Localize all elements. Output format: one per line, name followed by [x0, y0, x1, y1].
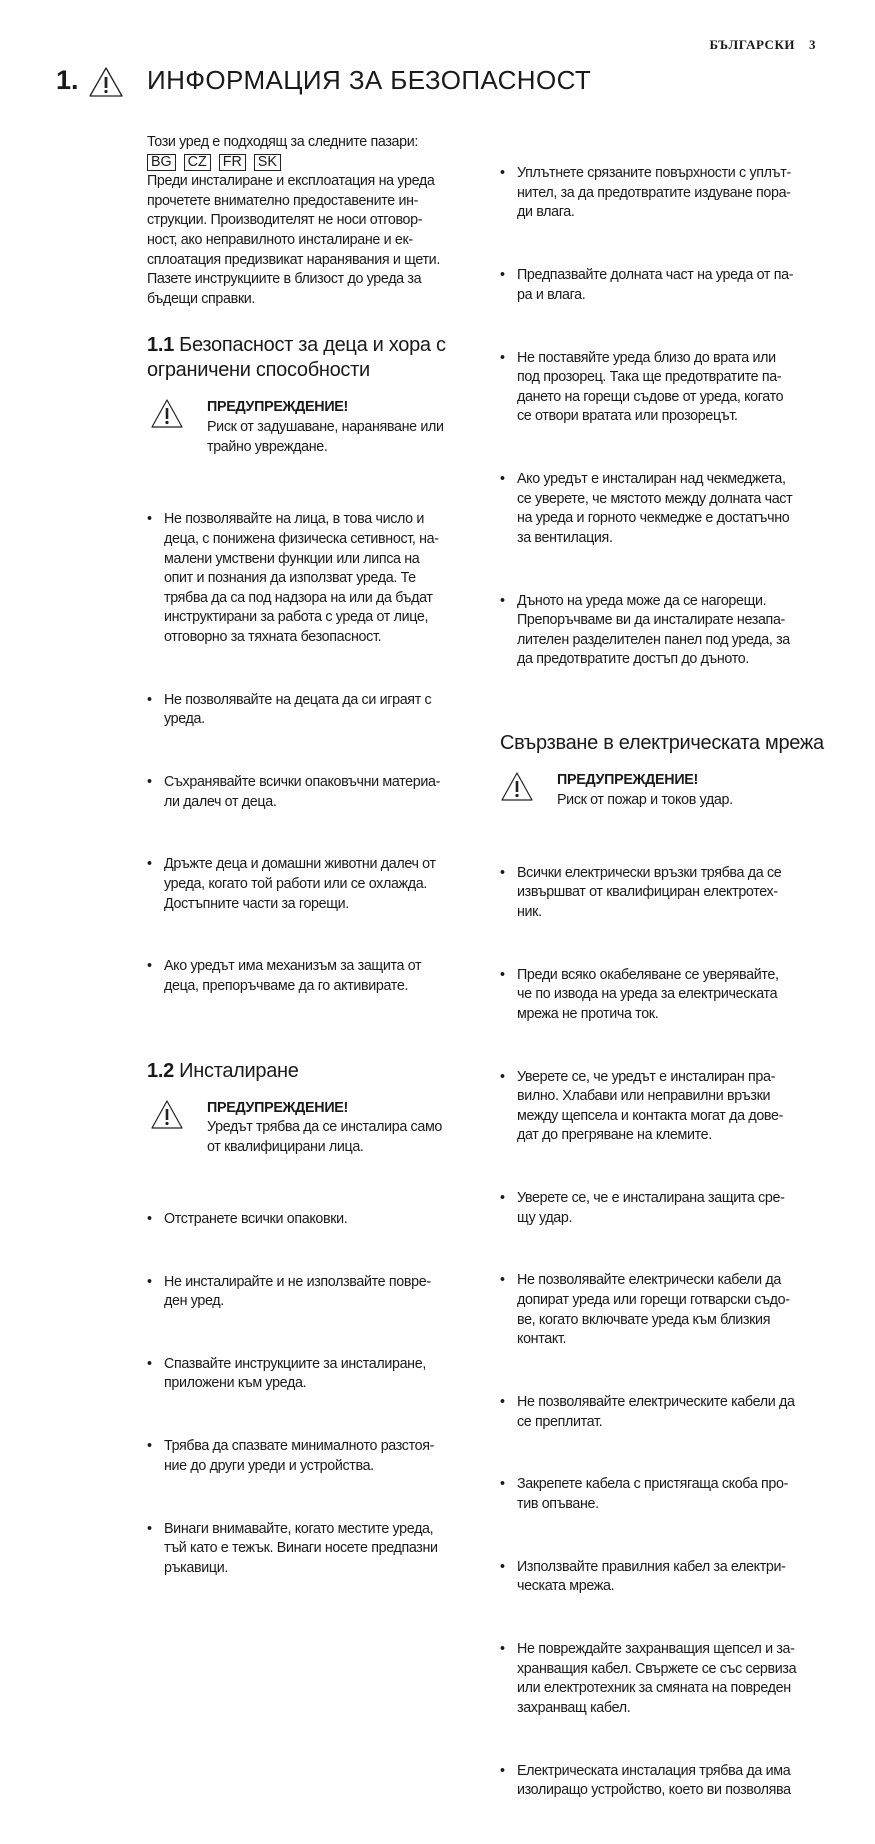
section-number: 1.1 — [147, 334, 174, 357]
bullet-list — [147, 471, 482, 1040]
bullet-icon: • — [500, 966, 505, 983]
list-item-text: Винаги внимавайте, когато местите уреда, тъй като е тежък. Винаги носете предпазни ръкавици. — [164, 1520, 438, 1576]
list-item — [147, 957, 482, 996]
bullet-icon: • — [500, 1394, 505, 1411]
section-heading-1-1 — [147, 333, 482, 383]
list-item-text: Дръжте деца и домашни животни далеч от уреда, когато той работи или се охлажда. Достъпните части за горещи. — [164, 856, 436, 912]
list-item-text: Уверете се, че уредът е инсталиран пра- вилно. Хлабави или неправилни връзки между щепсела и контакта могат да дове- дат до прегряване на клемите. — [517, 1068, 784, 1144]
bullet-icon: • — [147, 1520, 152, 1537]
list-item — [500, 966, 850, 1025]
warning-box — [150, 1099, 482, 1158]
list-item — [500, 1189, 850, 1228]
bullet-icon: • — [500, 1762, 505, 1779]
intro-markets-text: Този уред е подходящ за следните пазари: — [147, 134, 418, 150]
warning-triangle-icon — [150, 1099, 207, 1133]
section-title: Инсталиране — [179, 1059, 299, 1082]
bullet-icon: • — [500, 349, 505, 366]
bullet-icon: • — [147, 1355, 152, 1372]
list-item — [147, 1210, 482, 1230]
list-item-text: Ако уредът има механизъм за защита от деца, препоръчваме да го активирате. — [164, 958, 422, 994]
list-item — [500, 349, 850, 427]
bullet-icon: • — [147, 691, 152, 708]
list-item — [500, 164, 850, 223]
list-item-text: Не позволявайте на децата да си играят с уреда. — [164, 691, 432, 728]
list-item — [147, 1520, 482, 1579]
list-item — [147, 1355, 482, 1394]
warning-title: ПРЕДУПРЕЖДЕНИЕ! — [207, 1099, 348, 1116]
bullet-icon: • — [500, 1272, 505, 1289]
bullet-icon: • — [500, 267, 505, 284]
list-item-text: Предпазвайте долната част на уреда от па- ра и влага. — [517, 267, 794, 303]
list-item-text: Не повреждайте захранващия щепсел и за- хранващия кабел. Свържете се със сервиза или електротехник за смяната на повреден захранващ кабел. — [517, 1641, 797, 1716]
bullet-icon: • — [500, 165, 505, 182]
list-item — [500, 864, 850, 923]
list-item — [147, 1273, 482, 1312]
list-item-text: Всички електрически връзки трябва да се извършват от квалифициран електротех- ник. — [517, 864, 782, 920]
bullet-icon: • — [500, 1641, 505, 1658]
list-item-text: Не позволявайте на лица, в това число и деца, с понижена физическа сетивност, на- малени умствени функции или липса на опит и познания да използват уреда. Те трябва да са под надзора на или да бъдат инструктирани за работа с уреда от лице, отговорно за тяхната безопасност. — [164, 511, 439, 645]
section-heading-electric: Свързване в електрическата мрежа — [500, 732, 824, 755]
warning-title: ПРЕДУПРЕЖДЕНИЕ! — [207, 399, 348, 416]
market-list — [147, 153, 482, 173]
bullet-icon: • — [500, 592, 505, 609]
list-item — [147, 691, 482, 730]
warning-triangle-icon — [88, 66, 124, 103]
list-item — [147, 773, 482, 812]
bullet-icon: • — [147, 958, 152, 975]
list-item — [500, 1475, 850, 1514]
bullet-icon: • — [500, 864, 505, 881]
list-item-text: Уплътнете срязаните повърхности с уплът- нител, за да предотвратите издуване пора- ди влага. — [517, 165, 791, 221]
list-item — [500, 1271, 850, 1349]
list-item-text: Трябва да спазвате минималното разстоя- ние до други уреди и устройства. — [164, 1438, 435, 1474]
bullet-icon: • — [500, 471, 505, 488]
warning-body — [207, 1099, 442, 1158]
list-item — [147, 1437, 482, 1476]
list-item-text: Не поставяйте уреда близо до врата или под прозорец. Така ще предотвратите па- дането на горещи съдове от уреда, когато се отвори вратата или прозорецът. — [517, 349, 784, 425]
bullet-icon: • — [147, 856, 152, 873]
list-item-text: Уверете се, че е инсталирана защита сре- щу удар. — [517, 1190, 785, 1226]
warning-triangle-icon — [150, 398, 207, 432]
list-item — [500, 592, 850, 670]
list-item — [500, 1558, 850, 1597]
list-item — [500, 266, 850, 305]
list-item-text: Закрепете кабела с пристягаща скоба про- тив опъване. — [517, 1476, 789, 1512]
page-number: 3 — [809, 37, 816, 52]
list-item-text: Не позволявайте електрическите кабели да се преплитат. — [517, 1394, 795, 1430]
bullet-list — [147, 1171, 482, 1622]
list-item — [500, 1640, 850, 1718]
list-item-text: Електрическата инсталация трябва да има изолиращо устройство, което ви позволява — [517, 1762, 791, 1799]
market-badge: FR — [219, 154, 246, 171]
bullet-list — [500, 824, 850, 1844]
right-column — [500, 125, 850, 1844]
list-item-text: Не позволявайте електрически кабели да допират уреда или горещи готварски съдо- ве, когато включвате уреда към близкия контакт. — [517, 1272, 790, 1348]
page-header — [640, 36, 816, 54]
bullet-icon: • — [500, 1190, 505, 1207]
list-item-text: Спазвайте инструкциите за инсталиране, приложени към уреда. — [164, 1355, 426, 1392]
warning-body — [557, 771, 733, 810]
intro-paragraph: Преди инсталиране и експлоатация на уреда прочетете внимателно предоставените ин- струкции. Производителят не носи отговор- ност, ако неправилното инсталиране и ек- сплоатация предизвикат наранявания и щети. Пазете инструкциите в близост до уреда за бъдещи справки. — [147, 173, 440, 307]
list-item — [500, 1393, 850, 1432]
left-column — [147, 133, 482, 1622]
warning-text: Риск от пожар и токов удар. — [557, 791, 733, 808]
list-item — [500, 1068, 850, 1146]
market-badge: CZ — [184, 154, 211, 171]
chapter-title: ИНФОРМАЦИЯ ЗА БЕЗОПАСНОСТ — [147, 65, 592, 95]
list-item-text: Не инсталирайте и не използвайте повре- ден уред. — [164, 1273, 431, 1310]
section-title: Безопасност за деца и хора с ограничени способности — [147, 334, 446, 382]
warning-title: ПРЕДУПРЕЖДЕНИЕ! — [557, 772, 698, 789]
market-badge: BG — [147, 154, 176, 171]
section-heading-1-2 — [147, 1059, 482, 1084]
list-item — [500, 470, 850, 548]
section-number: 1.2 — [147, 1059, 174, 1082]
list-item — [500, 1762, 850, 1801]
bullet-icon: • — [147, 1438, 152, 1455]
warning-body — [207, 398, 444, 457]
warning-triangle-icon — [500, 771, 557, 805]
chapter-number: 1. — [56, 65, 79, 95]
warning-box — [150, 398, 482, 457]
bullet-icon: • — [147, 774, 152, 791]
market-badge: SK — [254, 154, 281, 171]
list-item-text: Ако уредът е инсталиран над чекмеджета, се уверете, че мястото между долната част на уреда и горното чекмедже е достатъчно за вентилация. — [517, 471, 793, 546]
bullet-icon: • — [500, 1476, 505, 1493]
list-item — [147, 855, 482, 914]
bullet-icon: • — [147, 1210, 152, 1227]
header-language: БЪЛГАРСКИ — [709, 37, 795, 52]
warning-text: Риск от задушаване, нараняване или трайно увреждане. — [207, 418, 444, 455]
list-item-text: Използвайте правилния кабел за електри- ческата мрежа. — [517, 1558, 786, 1595]
warning-text: Уредът трябва да се инсталира само от квалифицирани лица. — [207, 1119, 443, 1155]
list-item-text: Отстранете всички опаковки. — [164, 1210, 348, 1227]
bullet-icon: • — [500, 1068, 505, 1085]
bullet-icon: • — [500, 1558, 505, 1575]
bullet-icon: • — [147, 1273, 152, 1290]
bullet-icon: • — [147, 511, 152, 528]
warning-box — [500, 771, 850, 810]
list-item-text: Дъното на уреда може да се нагорещи. Препоръчваме ви да инсталирате незапа- лителен разделителен панел под уреда, за да предотвратите достъп до дъното. — [517, 592, 790, 668]
list-item-text: Съхранявайте всички опаковъчни материа- ли далеч от деца. — [164, 774, 441, 810]
list-item-text: Преди всяко окабеляване се уверявайте, че по извода на уреда за електрическата мрежа не протича ток. — [517, 966, 779, 1022]
list-item — [147, 510, 482, 647]
bullet-list — [500, 125, 850, 713]
